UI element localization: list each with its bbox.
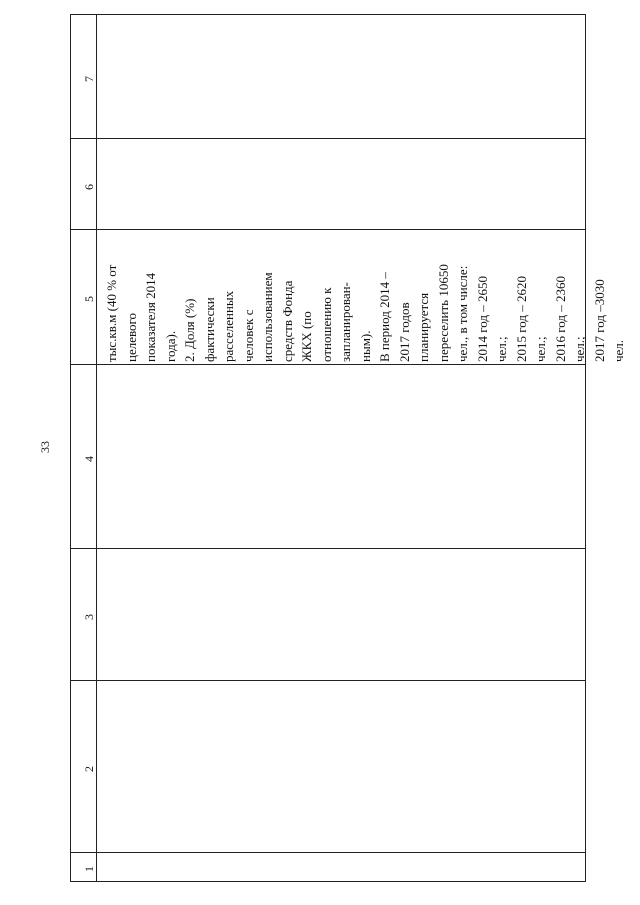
- column-5-line: целевого: [123, 312, 139, 362]
- column-5-line: запланирован-: [338, 282, 353, 362]
- row-rule: [70, 229, 586, 230]
- column-5-line: 2017 год –3030: [591, 279, 607, 362]
- column-5-line: 2016 год – 2360: [552, 276, 568, 362]
- column-5-line: фактически: [201, 297, 217, 362]
- column-5-line: средств Фонда: [279, 280, 295, 362]
- column-5-line: В период 2014 –: [377, 272, 392, 362]
- column-5-line: чел.: [611, 339, 626, 362]
- column-5-text: [102, 236, 629, 362]
- column-5-line: использованием: [260, 272, 275, 362]
- column-5-line: чел., в том числе:: [455, 265, 470, 362]
- table: [70, 14, 586, 882]
- column-5-line: 2017 годов: [396, 302, 412, 362]
- row-rule: [70, 138, 586, 139]
- column-5-line: чел.;: [494, 336, 509, 362]
- row-rule: [70, 852, 586, 853]
- column-5-line: человек с: [240, 309, 256, 362]
- column-5-line: 2. Доля (%): [182, 298, 197, 362]
- column-5-line: планируется: [416, 292, 431, 362]
- column-header-2: 2: [82, 766, 96, 772]
- header-rule: [96, 14, 97, 882]
- column-5-line: расселенных: [221, 290, 236, 362]
- column-5-line: чел.;: [572, 336, 587, 362]
- column-header-7: 7: [82, 76, 96, 82]
- column-5-line: 2014 год – 2650: [474, 276, 490, 362]
- column-header-4: 4: [82, 456, 96, 462]
- column-header-5: 5: [82, 296, 96, 302]
- column-5-line: ЖКХ (по: [299, 311, 314, 362]
- row-rule: [70, 680, 586, 681]
- column-5-line: показателя 2014: [143, 272, 158, 362]
- column-5-line: чел.;: [533, 336, 548, 362]
- column-header-3: 3: [82, 614, 96, 620]
- column-header-6: 6: [82, 184, 96, 190]
- column-5-line: отношению к: [318, 287, 334, 362]
- column-5-line: 2015 год – 2620: [513, 276, 529, 362]
- column-5-line: тыс.кв.м (40 % от: [104, 264, 119, 362]
- page-number: 33: [38, 441, 52, 453]
- row-rule: [70, 548, 586, 549]
- column-5-line: года).: [162, 330, 178, 362]
- column-5-line: переселить 10650: [435, 264, 451, 362]
- column-header-1: 1: [82, 866, 96, 872]
- row-rule: [70, 364, 586, 365]
- column-5-line: ным).: [357, 330, 373, 362]
